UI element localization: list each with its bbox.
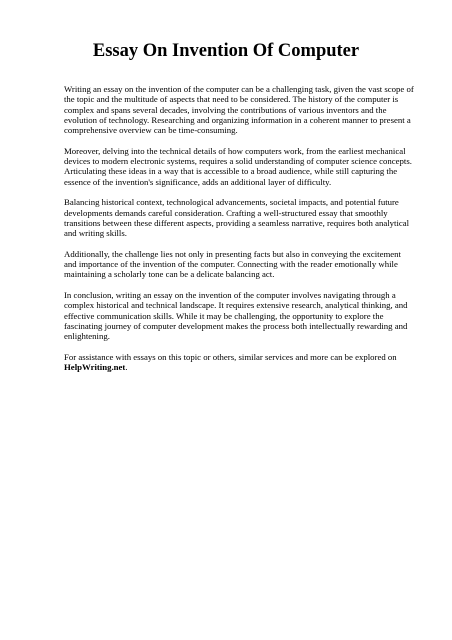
paragraph-4: Additionally, the challenge lies not only in presenting facts but also in conveying the excitement and importance of the invention of the computer. Connecting with the reader emotionally while maintaining a scholarly tone can be a delicate balancing act. [64, 248, 401, 280]
paragraph-2: Moreover, delving into the technical details of how computers work, from the earliest mechanical devices to modern electronic systems, requires a solid understanding of computer science concepts. Articulating these ideas in a way that is accessible to a broad audience, while still capturing the essence of the invention's significance, adds an additional layer of difficulty. [64, 145, 412, 187]
closing-suffix: . [125, 362, 128, 373]
paragraph-1: Writing an essay on the invention of the computer can be a challenging task, given the vast scope of the topic and the multitude of aspects that need to be considered. The history of the computer is complex and spans several decades, involving the contributions of various inventors and the evolution of technology. Researching and organizing information in a coherent manner to present a comprehensive overview can be time-consuming. [64, 84, 414, 136]
helpwriting-link[interactable]: HelpWriting.net [64, 362, 126, 373]
closing-paragraph [64, 352, 414, 373]
closing-text: For assistance with essays on this topic or others, similar services and more can be explored on [64, 351, 397, 362]
paragraph-3: Balancing historical context, technological advancements, societal impacts, and potential future developments demands careful consideration. Crafting a well-structured essay that smoothly transitions between these different aspects, providing a seamless narrative, requires both analytical and writing skills. [64, 197, 410, 239]
document-body [64, 84, 414, 383]
paragraph-5: In conclusion, writing an essay on the invention of the computer involves navigating through a complex historical and technical landscape. It requires extensive research, analytical thinking, and effective communication skills. While it may be challenging, the opportunity to explore the fascinating journey of computer development makes the process both intellectually rewarding and enlightening. [64, 289, 408, 342]
document-title: Essay On Invention Of Computer [92, 41, 360, 61]
